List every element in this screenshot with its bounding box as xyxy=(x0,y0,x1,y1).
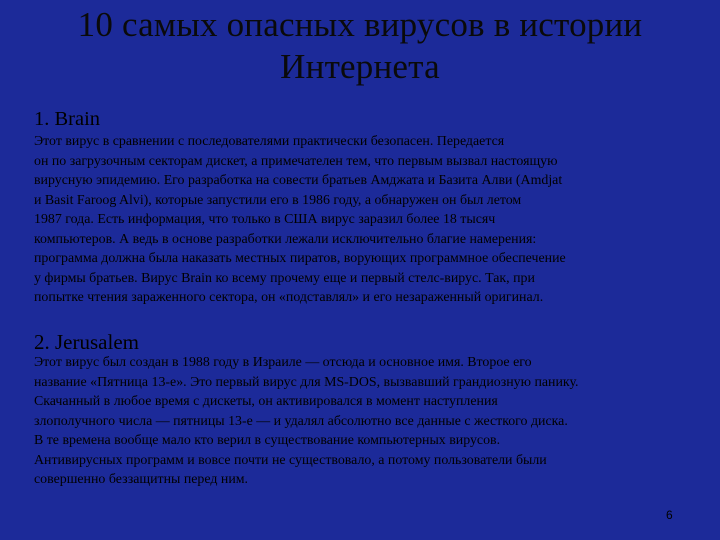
body-line: Антивирусных программ и вовсе почти не существовало, а потому пользователи были xyxy=(34,452,547,468)
body-line: 1987 года. Есть информация, что только в США вирус заразил более 18 тысяч xyxy=(34,212,496,228)
body-line: совершенно беззащитны перед ним. xyxy=(34,472,249,488)
body-line: компьютеров. А ведь в основе разработки лежали исключительно благие намерения: xyxy=(34,231,537,247)
page-number: 6 xyxy=(666,508,673,522)
section-body-jerusalem xyxy=(34,353,716,490)
body-line: программа должна была наказать местных пиратов, ворующих программное обеспечение xyxy=(34,251,566,267)
section-body-brain xyxy=(34,132,716,308)
body-line: злополучного числа — пятницы 13-е — и удалял абсолютно все данные с жесткого диска. xyxy=(34,413,568,429)
body-line: В те времена вообще мало кто верил в существование компьютерных вирусов. xyxy=(34,433,501,449)
body-line: попытке чтения зараженного сектора, он «подставлял» и его незараженный оригинал. xyxy=(34,290,544,306)
body-line: Этот вирус был создан в 1988 году в Израиле — отсюда и основное имя. Второе его xyxy=(34,355,532,370)
title-line-2: Интернета xyxy=(280,47,440,86)
body-line: он по загрузочным секторам дискет, а примечателен тем, что первым вызвал настоящую xyxy=(34,153,558,169)
slide-title xyxy=(20,4,700,88)
title-line-1: 10 самых опасных вирусов в истории xyxy=(77,5,643,44)
body-line: и Basit Faroog Alvi), которые запустили его в 1986 году, а обнаружен он был летом xyxy=(34,192,522,208)
body-line: Этот вирус в сравнении с последователями практически безопасен. Передается xyxy=(34,134,505,149)
body-line: вирусную эпидемию. Его разработка на совести братьев Амджата и Базита Алви (Amdjat xyxy=(34,173,563,189)
section-heading-brain: 1. Brain xyxy=(34,108,101,130)
body-line: Скачанный в любое время с дискеты, он активировался в момент наступления xyxy=(34,394,498,410)
body-line: у фирмы братьев. Вирус Brain ко всему прочему еще и первый стелс-вирус. Так, при xyxy=(34,270,535,286)
section-heading-jerusalem: 2. Jerusalem xyxy=(34,330,139,354)
body-line: название «Пятница 13-е». Это первый вирус для MS-DOS, вызвавший грандиозную панику. xyxy=(34,374,579,390)
